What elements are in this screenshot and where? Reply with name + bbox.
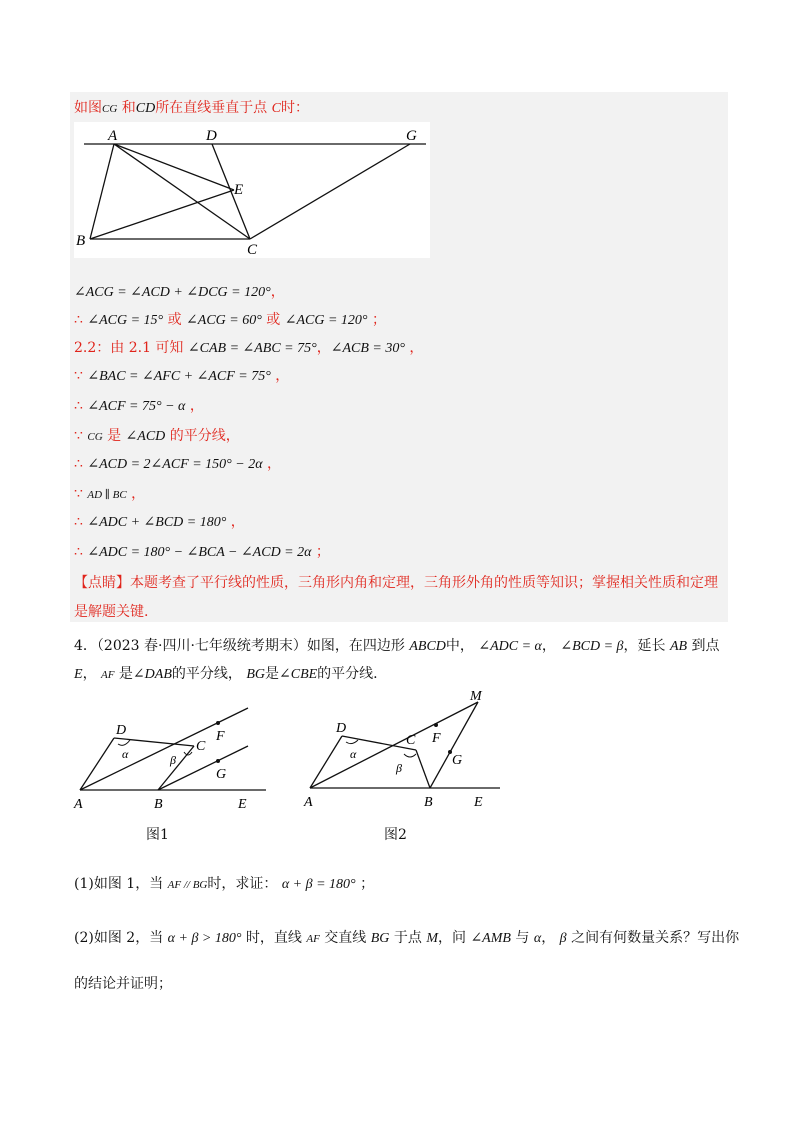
fig2-label-F: F — [432, 731, 441, 746]
label-B: B — [76, 233, 86, 249]
question-figures — [60, 688, 520, 820]
math-cg: CG — [102, 103, 118, 115]
fig1-label-G: G — [216, 767, 227, 782]
label-C: C — [247, 242, 258, 258]
comment-line-1: 【点睛】本题考查了平行线的性质，三角形内角和定理，三角形外角的性质等知识；掌握相关性质和定理 — [74, 575, 718, 591]
label-E: E — [234, 182, 244, 198]
fig2-label-D: D — [336, 721, 347, 736]
figure-1-caption: 图1 — [146, 827, 169, 843]
fig1-label-C: C — [196, 739, 206, 754]
solution-line-3: 2.2：由 2.1 可知 ∠CAB = ∠ABC = 75°，∠ACB = 30° ， — [74, 340, 424, 356]
part-1: (1)如图 1，当 AF // BG时，求证： α + β = 180° ； — [74, 876, 375, 892]
solution-line-2: ∴ ∠ACG = 15° 或 ∠ACG = 60° 或 ∠ACG = 120° ； — [74, 312, 386, 328]
question-line-1: 4．（2023 春·四川·七年级统考期末）如图，在四边形 ABCD中， ∠ADC = α， ∠BCD = β，延长 AB 到点 — [74, 638, 720, 654]
solution-line-5: ∴ ∠ACF = 75° − α ， — [74, 398, 204, 414]
fig2-label-B: B — [424, 795, 433, 810]
solution-line-4: ∵ ∠BAC = ∠AFC + ∠ACF = 75° ， — [74, 368, 290, 384]
label-G: G — [406, 128, 417, 144]
figure-2 — [303, 689, 500, 810]
intro-line: 如图CG 和CD所在直线垂直于点 C时： — [74, 100, 309, 116]
fig1-label-F: F — [216, 729, 225, 744]
label-A: A — [108, 128, 118, 144]
solution-line-9: ∴ ∠ADC + ∠BCD = 180° ， — [74, 514, 245, 530]
fig1-label-D: D — [116, 723, 127, 738]
fig1-label-beta: β — [170, 753, 176, 767]
fig2-label-C: C — [406, 733, 416, 748]
fig2-label-E: E — [474, 795, 483, 810]
solution-line-8: ∵ AD ∥ BC ， — [74, 486, 146, 502]
solution-line-1: ∠ACG = ∠ACD + ∠DCG = 120°， — [74, 284, 285, 300]
fig2-label-G: G — [452, 753, 463, 768]
figure-2-caption: 图2 — [384, 827, 407, 843]
solution-line-10: ∴ ∠ADC = 180° − ∠BCA − ∠ACD = 2α ； — [74, 544, 330, 560]
fig1-label-alpha: α — [122, 747, 129, 761]
solution-line-7: ∴ ∠ACD = 2∠ACF = 150° − 2α ， — [74, 456, 282, 472]
fig2-label-A: A — [304, 795, 313, 810]
solution-line-6: ∵ CG 是 ∠ACD 的平分线， — [74, 428, 240, 444]
part-2-line-1: (2)如图 2，当 α + β > 180° 时，直线 AF 交直线 BG 于点 M，问 ∠AMB 与 α， β 之间有何数量关系？写出你 — [74, 930, 740, 946]
top-figure — [74, 122, 430, 258]
label-D: D — [206, 128, 217, 144]
fig2-label-beta: β — [396, 761, 402, 775]
fig1-label-A: A — [74, 797, 83, 812]
fig2-label-alpha: α — [350, 747, 357, 761]
comment-line-2: 是解题关键. — [74, 604, 149, 620]
fig1-label-E: E — [238, 797, 247, 812]
figure-1 — [73, 708, 266, 812]
question-line-2: E， AF 是∠DAB的平分线， BG是∠CBE的平分线. — [74, 666, 378, 682]
fig1-label-B: B — [154, 797, 163, 812]
math-cd: CD — [135, 101, 156, 116]
part-2-line-2: 的结论并证明； — [74, 976, 172, 992]
fig2-label-M: M — [470, 689, 482, 704]
